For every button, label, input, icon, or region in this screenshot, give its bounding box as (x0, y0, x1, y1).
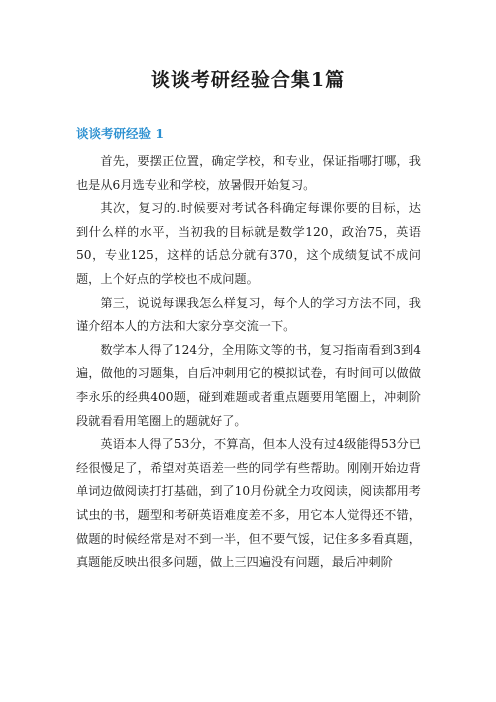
section-heading: 谈谈考研经验 1 (76, 126, 165, 141)
body-text (76, 150, 421, 575)
document-title: 谈谈考研经验合集1篇 (150, 69, 346, 91)
paragraph-5: 英语本人得了53分，不算高，但本人没有过4级能得53分已经很慢足了，希望对英语差一些的同学有些帮助。刚刚开始边背单词边做阅读打打基础，到了10月份就全力攻阅读，阅读都用考试虫的书，题型和考研英语难度差不多，用它本人觉得还不错，做题的时候经常是对不到一半，但不要气馁，记住多多看真题，真题能反映出很多问题，做上三四遍没有问题，最后冲刺阶 (76, 437, 421, 570)
paragraph-4: 数学本人得了124分，全用陈文等的书，复习指南看到3到4遍，做他的习题集，自后冲刺用它的模拟试卷，有时间可以做做李永乐的经典400题，碰到难题或者重点题要用笔圈上，冲刺阶段就看看用笔圈上的题就好了。 (76, 342, 421, 428)
paragraph-3: 第三，说说每课我怎么样复习，每个人的学习方法不同，我谨介绍本人的方法和大家分享交流一下。 (76, 295, 421, 334)
paragraph-1: 首先，要摆正位置，确定学校，和专业，保证指哪打哪，我也是从6月选专业和学校，放暑假开始复习。 (76, 154, 421, 192)
paragraph-2: 其次，复习的.时候要对考试各科确定每课你要的目标，达到什么样的水平，当初我的目标就是数学120，政治75，英语50，专业125，这样的话总分就有370，这个成绩复试不成问题，上个好点的学校也不成问题。 (76, 201, 421, 286)
